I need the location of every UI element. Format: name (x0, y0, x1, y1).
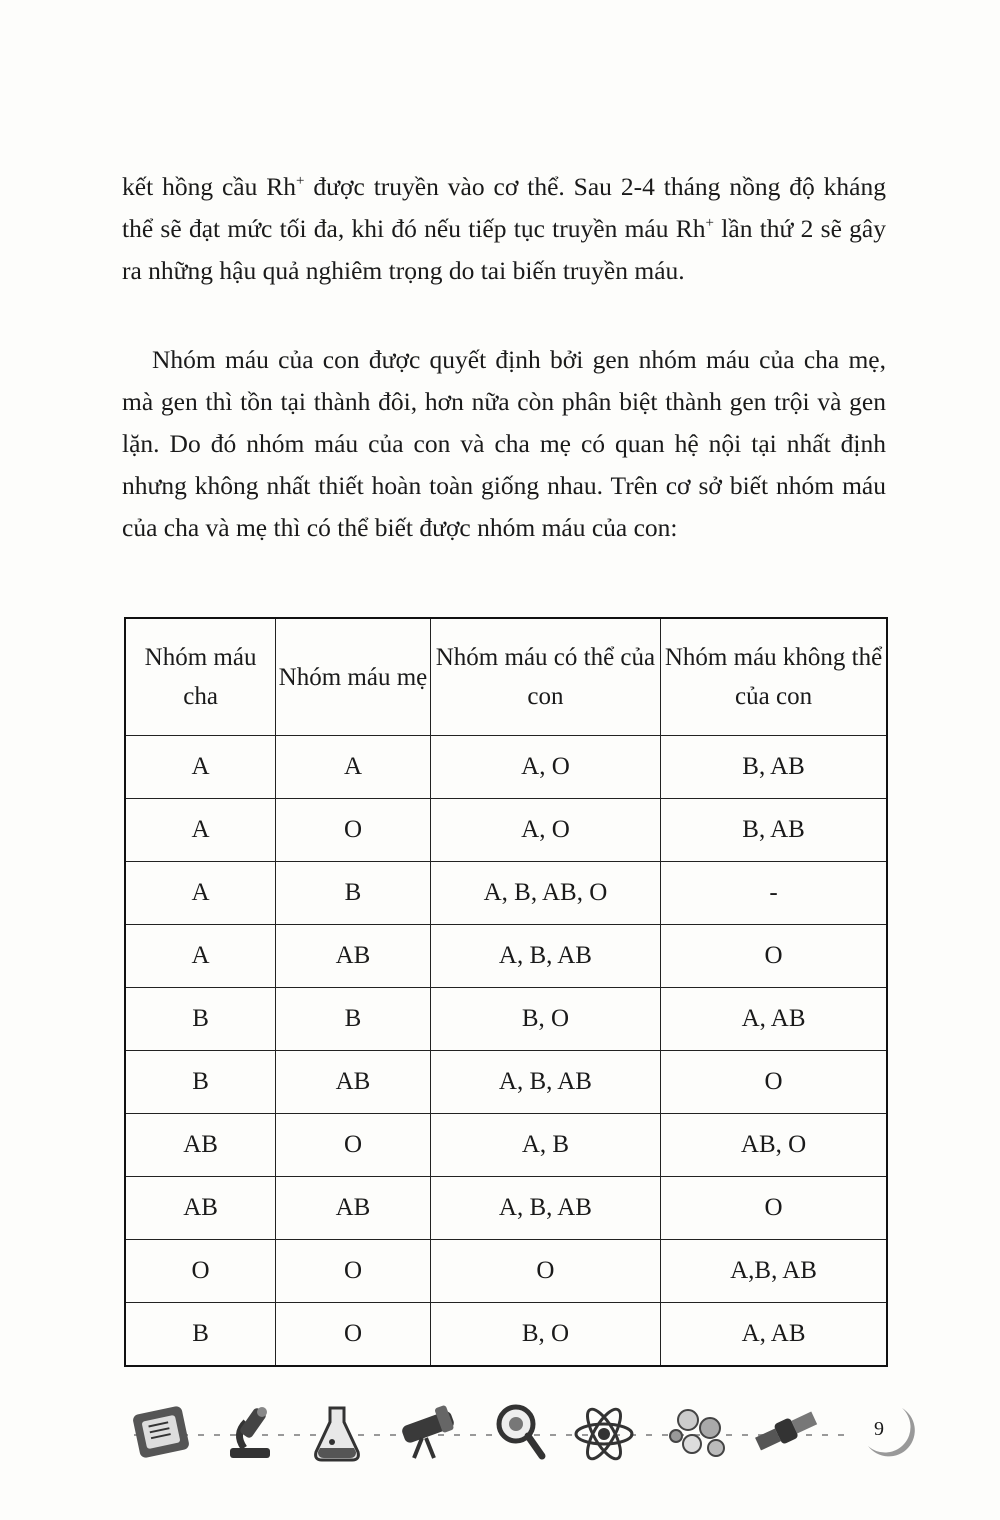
table-cell: O (430, 1240, 660, 1303)
paragraph-rh-transfusion: kết hồng cầu Rh+ được truyền vào cơ thể. Sau 2-4 tháng nồng độ kháng thể sẽ đạt mức tối đa, khi đó nếu tiếp tục truyền máu Rh+ lần thứ 2 sẽ gây ra những hậu quả nghiêm trọng do tai biến truyền máu. (122, 172, 887, 285)
table-cell: A, AB (661, 988, 887, 1051)
table-cell: AB (125, 1177, 276, 1240)
table-cell: - (661, 862, 887, 925)
table-cell: A, B, AB, O (430, 862, 660, 925)
flask-icon (316, 1408, 359, 1460)
satellite-icon (755, 1412, 817, 1451)
table-cell: O (661, 1051, 887, 1114)
table-row (125, 1051, 887, 1114)
table-cell: AB (276, 1177, 431, 1240)
table-cell: O (125, 1240, 276, 1303)
header-father: Nhóm máu cha (125, 618, 276, 736)
table-cell: O (661, 1177, 887, 1240)
table-cell: O (276, 1240, 431, 1303)
crescent-moon-icon (862, 1402, 922, 1462)
table-cell: A, B, AB (430, 1177, 660, 1240)
table-cell: AB (276, 925, 431, 988)
table-row (125, 1240, 887, 1303)
molecule-icon (670, 1410, 724, 1456)
blood-group-table (124, 617, 888, 1367)
table-cell: A (276, 736, 431, 799)
magnifier-icon (499, 1407, 542, 1456)
telescope-icon (400, 1405, 455, 1458)
table-cell: AB, O (661, 1114, 887, 1177)
table-row (125, 862, 887, 925)
table-cell: A,B, AB (661, 1240, 887, 1303)
table-cell: A, O (430, 736, 660, 799)
table-cell: O (276, 1114, 431, 1177)
table-cell: B, AB (661, 799, 887, 862)
table-row (125, 1177, 887, 1240)
table-cell: A, O (430, 799, 660, 862)
table-cell: B, O (430, 988, 660, 1051)
footer-icon-strip (124, 1390, 934, 1480)
table-cell: O (661, 925, 887, 988)
table-cell: B, O (430, 1303, 660, 1367)
table-row (125, 736, 887, 799)
table-cell: A, AB (661, 1303, 887, 1367)
table-row (125, 799, 887, 862)
table-row (125, 1303, 887, 1367)
header-mother: Nhóm máu mẹ (276, 618, 431, 736)
table-cell: B (125, 1303, 276, 1367)
table-cell: A, B, AB (430, 1051, 660, 1114)
header-possible-child: Nhóm máu có thể của con (430, 618, 660, 736)
table-cell: A (125, 736, 276, 799)
table-row (125, 988, 887, 1051)
table-cell: AB (276, 1051, 431, 1114)
table-cell: O (276, 1303, 431, 1367)
table-cell: A (125, 799, 276, 862)
table-cell: B, AB (661, 736, 887, 799)
table-header-row (125, 618, 887, 736)
page-number: 9 (874, 1418, 884, 1440)
header-impossible-child: Nhóm máu không thể của con (661, 618, 887, 736)
table-row (125, 1114, 887, 1177)
table-cell: A, B, AB (430, 925, 660, 988)
table-cell: A (125, 862, 276, 925)
table-cell: O (276, 799, 431, 862)
table-cell: B (125, 988, 276, 1051)
table-cell: A, B (430, 1114, 660, 1177)
table-cell: B (276, 988, 431, 1051)
table-cell: B (276, 862, 431, 925)
table-row (125, 925, 887, 988)
microscope-icon (230, 1407, 270, 1458)
table-cell: B (125, 1051, 276, 1114)
paragraph-blood-inheritance: Nhóm máu của con được quyết định bởi gen nhóm máu của cha mẹ, mà gen thì tồn tại thành đôi, hơn nữa còn phân biệt thành gen trội và gen lặn. Do đó nhóm máu của con và cha mẹ có quan hệ nội tại nhất định nhưng không nhất thiết hoàn toàn giống nhau. Trên cơ sở biết nhóm máu của cha và mẹ thì có thể biết được nhóm máu của con: (122, 345, 886, 542)
table-cell: AB (125, 1114, 276, 1177)
table-cell: A (125, 925, 276, 988)
computer-chip-icon (132, 1405, 190, 1458)
